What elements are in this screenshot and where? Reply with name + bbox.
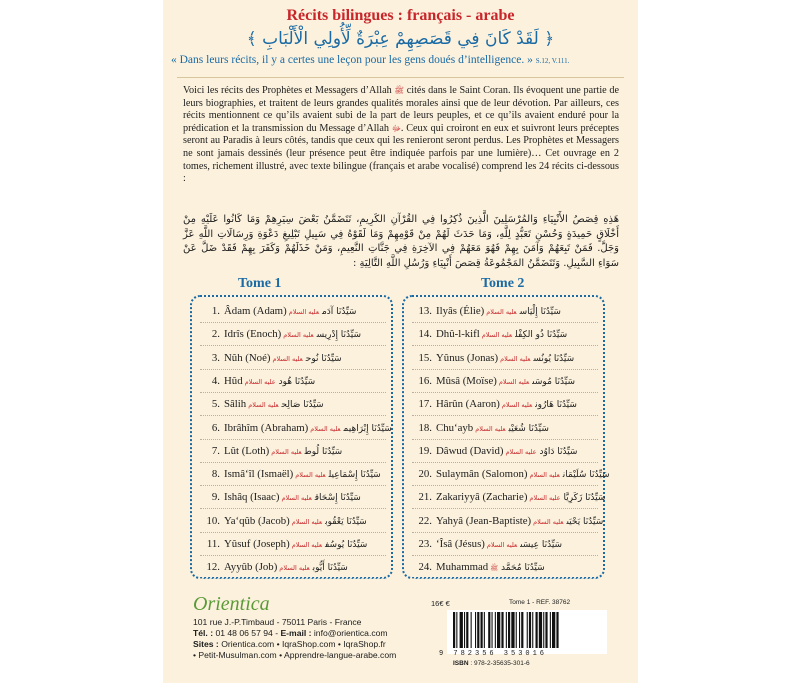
item-name: Ishâq (Isaac) — [224, 491, 280, 504]
barcode-bar — [477, 612, 479, 648]
price-label: 16€ € — [431, 599, 450, 608]
row-dotted-line — [412, 415, 598, 416]
row-dotted-line — [412, 508, 598, 509]
item-name: Dhû-l-kifl — [436, 328, 480, 341]
barcode-bar — [497, 612, 500, 648]
item-name: Ya‘qûb (Jacob) — [224, 514, 290, 527]
row-dotted-line — [412, 462, 598, 463]
item-arabic-name: سَيِّدُنَا لُوط — [304, 446, 343, 457]
tome2-heading: Tome 2 — [481, 276, 525, 291]
row-dotted-line — [200, 555, 386, 556]
item-salutation: عليه السلام — [244, 377, 276, 386]
item-arabic-name: سَيِّدُنَا أَيُّوب — [312, 563, 348, 574]
item-number: 9. — [211, 491, 220, 504]
item-salutation: عليه السلام — [295, 471, 326, 480]
french-verse-text: « Dans leurs récits, il y a certes une leçon pour les gens doués d’intelligence. » — [171, 54, 533, 66]
list-item — [412, 398, 598, 418]
item-arabic-name: سَيِّدُنَا إِسْحَاق — [314, 493, 361, 504]
list-item — [412, 445, 598, 465]
item-arabic-name: سَيِّدُنَا صَالِح — [281, 400, 324, 411]
list-item — [412, 352, 598, 372]
item-number: 21. — [418, 491, 432, 504]
item-name: ‘Îsâ (Jésus) — [436, 538, 485, 550]
item-arabic-name: سَيِّدُنَا يُوسُف — [324, 540, 368, 550]
item-number: 10. — [206, 514, 220, 527]
barcode-bar — [453, 612, 455, 648]
item-number: 7. — [211, 444, 220, 457]
list-item — [200, 398, 386, 418]
item-salutation: ﷺ — [490, 564, 499, 573]
tome-reference: Tome 1 - REF. 38762 — [509, 599, 571, 606]
verse-reference: S.12, V.111. — [535, 57, 570, 65]
item-name: Sulaymân (Salomon) — [436, 468, 528, 481]
list-item — [200, 538, 386, 558]
list-item — [412, 305, 598, 325]
book-back-cover — [163, 0, 638, 683]
barcode-bar — [527, 612, 528, 648]
list-item — [200, 491, 386, 511]
barcode-bar — [556, 612, 558, 648]
item-arabic-name: سَيِّدُنَا يُونُس — [533, 353, 575, 364]
item-salutation: عليه السلام — [533, 517, 564, 526]
barcode-bar — [519, 612, 520, 648]
item-name: Lût (Loth) — [224, 444, 270, 457]
barcode-bar — [529, 612, 531, 648]
tel-value: 01 48 06 57 94 — [215, 628, 273, 638]
item-name: Âdam (Adam) — [224, 305, 287, 317]
row-dotted-line — [200, 532, 386, 533]
barcode-bar — [552, 612, 555, 648]
tel-label: Tél. : — [193, 628, 214, 638]
row-dotted-line — [200, 485, 386, 486]
barcode-bar — [506, 612, 507, 648]
isbn — [453, 660, 530, 667]
isbn-value: : 978-2-35635-301-6 — [470, 660, 530, 667]
row-dotted-line — [200, 578, 386, 579]
publisher-address — [193, 617, 396, 661]
item-name: Ibrâhîm (Abraham) — [224, 421, 309, 434]
salutation-glyph: ﷺ — [394, 86, 405, 95]
row-dotted-line — [200, 322, 386, 323]
barcode-bar — [501, 612, 503, 648]
item-name: Yahyâ (Jean-Baptiste) — [436, 514, 532, 527]
page-title: Récits bilingues : français - arabe — [286, 7, 515, 24]
item-arabic-name: سَيِّدُنَا هَارُون — [535, 400, 577, 411]
tome1-list — [190, 295, 393, 579]
item-salutation: عليه السلام — [291, 541, 322, 549]
barcode-bar — [460, 612, 463, 648]
salutation-glyph-2: ﷻ — [391, 123, 401, 133]
sites-line-2: • Petit-Musulman.com • Apprendre-langue-arabe.com — [193, 650, 397, 660]
item-number: 24. — [418, 561, 432, 574]
item-salutation: عليه السلام — [248, 401, 279, 410]
sites-line — [193, 639, 396, 650]
item-number: 3. — [211, 351, 220, 364]
barcode-bar — [536, 612, 538, 648]
item-number: 22. — [418, 514, 432, 527]
item-number: 1. — [211, 305, 220, 317]
item-salutation: عليه السلام — [486, 541, 518, 549]
list-item — [200, 375, 386, 395]
item-number: 5. — [211, 398, 220, 411]
item-arabic-name: سَيِّدُنَا نُوح — [305, 353, 342, 364]
item-salutation: عليه السلام — [481, 331, 513, 340]
list-item — [200, 445, 386, 465]
item-salutation: عليه السلام — [272, 354, 303, 363]
item-number: 18. — [418, 421, 432, 434]
item-arabic-name: سَيِّدُنَا إِدْرِيس — [316, 330, 362, 341]
item-salutation: عليه السلام — [500, 354, 531, 363]
item-salutation: عليه السلام — [505, 447, 537, 456]
barcode-bar — [466, 612, 468, 648]
item-name: Idrîs (Enoch) — [224, 328, 282, 341]
barcode-bar — [539, 612, 542, 648]
list-item — [412, 514, 604, 535]
row-dotted-line — [412, 439, 598, 440]
barcode-bar — [511, 612, 514, 648]
address-line: 101 rue J.-P.Timbaud - 75011 Paris - France — [193, 617, 362, 627]
item-arabic-name: سَيِّدُنَا هُود — [278, 376, 316, 387]
item-salutation: عليه السلام — [283, 331, 314, 340]
item-number: 15. — [418, 351, 432, 364]
item-arabic-name: سَيِّدُنَا عِيسَى — [520, 540, 563, 550]
item-number: 11. — [206, 538, 220, 550]
item-number: 23. — [418, 538, 432, 550]
item-salutation: عليه السلام — [529, 494, 561, 503]
barcode-bar — [471, 612, 472, 648]
barcode-bar — [545, 612, 547, 648]
list-item — [412, 328, 598, 348]
list-item — [412, 422, 598, 442]
item-name: Mûsâ (Moïse) — [436, 374, 497, 387]
item-salutation: عليه السلام — [281, 494, 312, 503]
list-item — [412, 538, 598, 558]
item-name: Dâwud (David) — [436, 444, 504, 457]
barcode-bar — [495, 612, 496, 648]
item-arabic-name: سَيِّدُنَا يَحْيَى — [566, 516, 604, 527]
intro-part-2: cités dans le Saint Coran. Ils évoquent une partie de leurs biographies, et traitent de leurs grandes qualités morales ainsi que de leur dévotion. Par ailleurs, ces récits mentionnent ce qu’ils avaient subi de la part de leurs peuples, et ce qu’ils avaient enduré pour la prédication et la transmission du Message d’Allah — [183, 85, 620, 134]
item-salutation: عليه السلام — [271, 447, 302, 456]
row-dotted-line — [412, 555, 598, 556]
item-number: 17. — [418, 398, 432, 411]
arabic-verse: ﴿ لَقَدْ كَانَ فِي قَصَصِهِمْ عِبْرَةٌ لِّأُولِي الْأَلْبَابِ ﴾ — [246, 29, 555, 49]
item-arabic-name: سَيِّدُنَا يَعْقُوب — [325, 516, 367, 527]
intro-part-3: . Ceux qui croiront en eux et suivront leurs préceptes seront au Paradis à leurs côtés, tandis que ceux qui les renieront seront perdus. Les Prophètes et Messagers ne sont jamais dessinés (leur présence peut être indiquée parfois par une lumière)… Cet ouvrage en 2 tomes, richement illustré, avec texte bilingue (français et arabe vocalisé) comprend les 24 récits ci-dessous : — [183, 122, 619, 185]
barcode-bar — [550, 612, 551, 648]
item-number: 12. — [206, 561, 220, 574]
item-number: 8. — [211, 468, 220, 481]
item-name: Chu‘ayb — [436, 421, 474, 434]
barcode-bar — [481, 612, 483, 648]
row-dotted-line — [200, 345, 386, 346]
row-dotted-line — [200, 508, 386, 509]
item-salutation: عليه السلام — [486, 308, 517, 316]
item-arabic-name: سَيِّدُنَا مُوسَى — [532, 376, 575, 387]
french-verse — [171, 54, 631, 66]
sites-value: Orientica.com • IqraShop.com • IqraShop.fr — [221, 639, 386, 649]
item-number: 13. — [418, 305, 432, 317]
barcode-digits: 9 782356 353016 — [439, 650, 548, 658]
list-item — [200, 515, 386, 535]
item-name: Nûh (Noé) — [224, 351, 271, 364]
row-dotted-line — [412, 322, 598, 323]
item-name: Ilyâs (Élie) — [436, 305, 485, 317]
publisher-logo: Orientica — [193, 593, 270, 615]
item-name: Yûnus (Jonas) — [436, 351, 499, 364]
barcode-bar — [521, 612, 523, 648]
barcode-bar — [456, 612, 457, 648]
item-name: Ayyûb (Job) — [224, 561, 278, 574]
item-number: 19. — [418, 444, 432, 457]
email-value: info@orientica.com — [313, 628, 388, 638]
barcode — [447, 610, 607, 654]
item-name: Zakariyyâ (Zacharie) — [436, 491, 528, 504]
item-number: 14. — [418, 328, 432, 341]
barcode-bar — [508, 612, 510, 648]
item-arabic-name: سَيِّدُنَا زَكَرِيَّا — [563, 493, 606, 504]
row-dotted-line — [412, 532, 598, 533]
intro-paragraph — [183, 85, 619, 186]
barcode-bars — [447, 610, 607, 650]
item-salutation: عليه السلام — [291, 517, 323, 526]
list-item — [200, 328, 386, 348]
email-label: E-mail : — [280, 628, 312, 638]
contact-line: Tél. : 01 48 06 57 94 - E-mail : info@orientica.com — [193, 628, 388, 638]
barcode-bar — [532, 612, 533, 648]
tome1-heading: Tome 1 — [238, 276, 282, 291]
list-item — [412, 375, 598, 395]
list-item — [200, 305, 386, 325]
row-dotted-line — [412, 369, 598, 370]
row-dotted-line — [200, 369, 386, 370]
divider — [177, 77, 624, 78]
list-item — [200, 352, 386, 372]
row-dotted-line — [200, 462, 386, 463]
list-item — [200, 421, 392, 442]
item-salutation: عليه السلام — [288, 308, 319, 316]
row-dotted-line — [412, 578, 598, 579]
item-arabic-name: سَيِّدُنَا شُعَيْب — [508, 423, 549, 434]
item-name: Sâlih — [224, 398, 247, 411]
barcode-bar — [464, 612, 465, 648]
row-dotted-line — [412, 485, 598, 486]
item-arabic-name: سَيِّدُنَا إِلْيَاس — [519, 307, 561, 317]
row-dotted-line — [412, 392, 598, 393]
item-name: Hârûn (Aaron) — [436, 398, 500, 411]
row-dotted-line — [200, 439, 386, 440]
item-arabic-name: سَيِّدُنَا دَاوُد — [539, 446, 578, 457]
row-dotted-line — [412, 345, 598, 346]
barcode-bar — [543, 612, 544, 648]
item-salutation: عليه السلام — [501, 401, 533, 410]
list-item — [200, 468, 386, 488]
item-arabic-name: سَيِّدُنَا سُلَيْمَان — [562, 470, 610, 481]
item-name: Muhammad — [436, 561, 489, 574]
item-salutation: عليه السلام — [498, 377, 530, 386]
row-dotted-line — [200, 415, 386, 416]
intro-part-1: Voici les récits des Prophètes et Messagers d’Allah — [183, 85, 392, 96]
barcode-bar — [516, 612, 517, 648]
list-item — [412, 468, 610, 488]
item-number: 6. — [211, 421, 220, 434]
item-salutation: عليه السلام — [310, 424, 341, 433]
item-number: 4. — [211, 374, 220, 387]
item-arabic-name: سَيِّدُنَا آدَم — [321, 307, 357, 317]
list-item — [412, 491, 606, 511]
item-name: Yûsuf (Joseph) — [224, 538, 290, 550]
barcode-bar — [475, 612, 476, 648]
item-arabic-name: سَيِّدُنَا إِبْرَاهِيم — [343, 423, 392, 434]
isbn-label: ISBN — [453, 660, 469, 667]
barcode-bar — [488, 612, 490, 648]
item-number: 2. — [211, 328, 220, 341]
item-salutation: عليه السلام — [475, 424, 506, 433]
item-number: 20. — [418, 468, 432, 481]
barcode-bar — [492, 612, 493, 648]
intro-arabic: هَذِهِ قِصَصُ الأَنْبِيَاءِ وَالمُرْسَلِينَ الَّذِينَ ذُكِرُوا فِي القُرْآنِ الكَرِيمِ، تَتَضَمَّنُ بَعْضَ سِيَرِهِمْ وَمَا كَانُوا عَلَيْهِ مِنْ أَخْلَاقٍ حَمِيدَةٍ وَحُسْنِ تَعَبُّدٍ لِلَّهِ، وَمَا حَدَثَ لَهُمْ مِنْ قَوْمِهِمْ وَمَا لَقَوْهُ فِي سَبِيلِ تَبْلِيغِ دَعْوَةِ وَرِسَالَاتِ اللَّهِ عَزَّ وَجَلَّ. فَمَنْ تَبِعَهُمْ وَآمَنَ بِهِمْ فَهُوَ مَعَهُمْ فِي الآخِرَةِ فِي جَنَّاتِ النَّعِيمِ، وَمَنْ خَذَلَهُمْ وَكَفَرَ بِهِمْ فَقَدْ ضَلَّ عَنْ سَوَاءِ السَّبِيلِ. وَتَتَضَمَّنُ المَجْمُوعَةُ قِصَصَ أَنْبِيَاءِ وَرُسُلِ اللَّهِ التَّالِيَةِ : — [183, 214, 619, 269]
sites-label: Sites : — [193, 639, 219, 649]
tome2-list — [402, 295, 610, 579]
barcode-bar — [484, 612, 485, 648]
item-arabic-name: سَيِّدُنَا مُحَمَّد — [501, 563, 545, 574]
item-name: Ismâ‘îl (Ismaël) — [224, 468, 294, 481]
item-salutation: عليه السلام — [529, 471, 560, 480]
item-arabic-name: سَيِّدُنَا ذُو الكِفْل — [515, 330, 568, 341]
row-dotted-line — [200, 392, 386, 393]
list-item — [412, 561, 598, 581]
item-name: Hûd — [224, 374, 243, 387]
item-salutation: عليه السلام — [279, 564, 310, 573]
item-number: 16. — [418, 374, 432, 387]
item-arabic-name: سَيِّدُنَا إِسْمَاعِيل — [328, 470, 381, 481]
list-item — [200, 561, 386, 581]
